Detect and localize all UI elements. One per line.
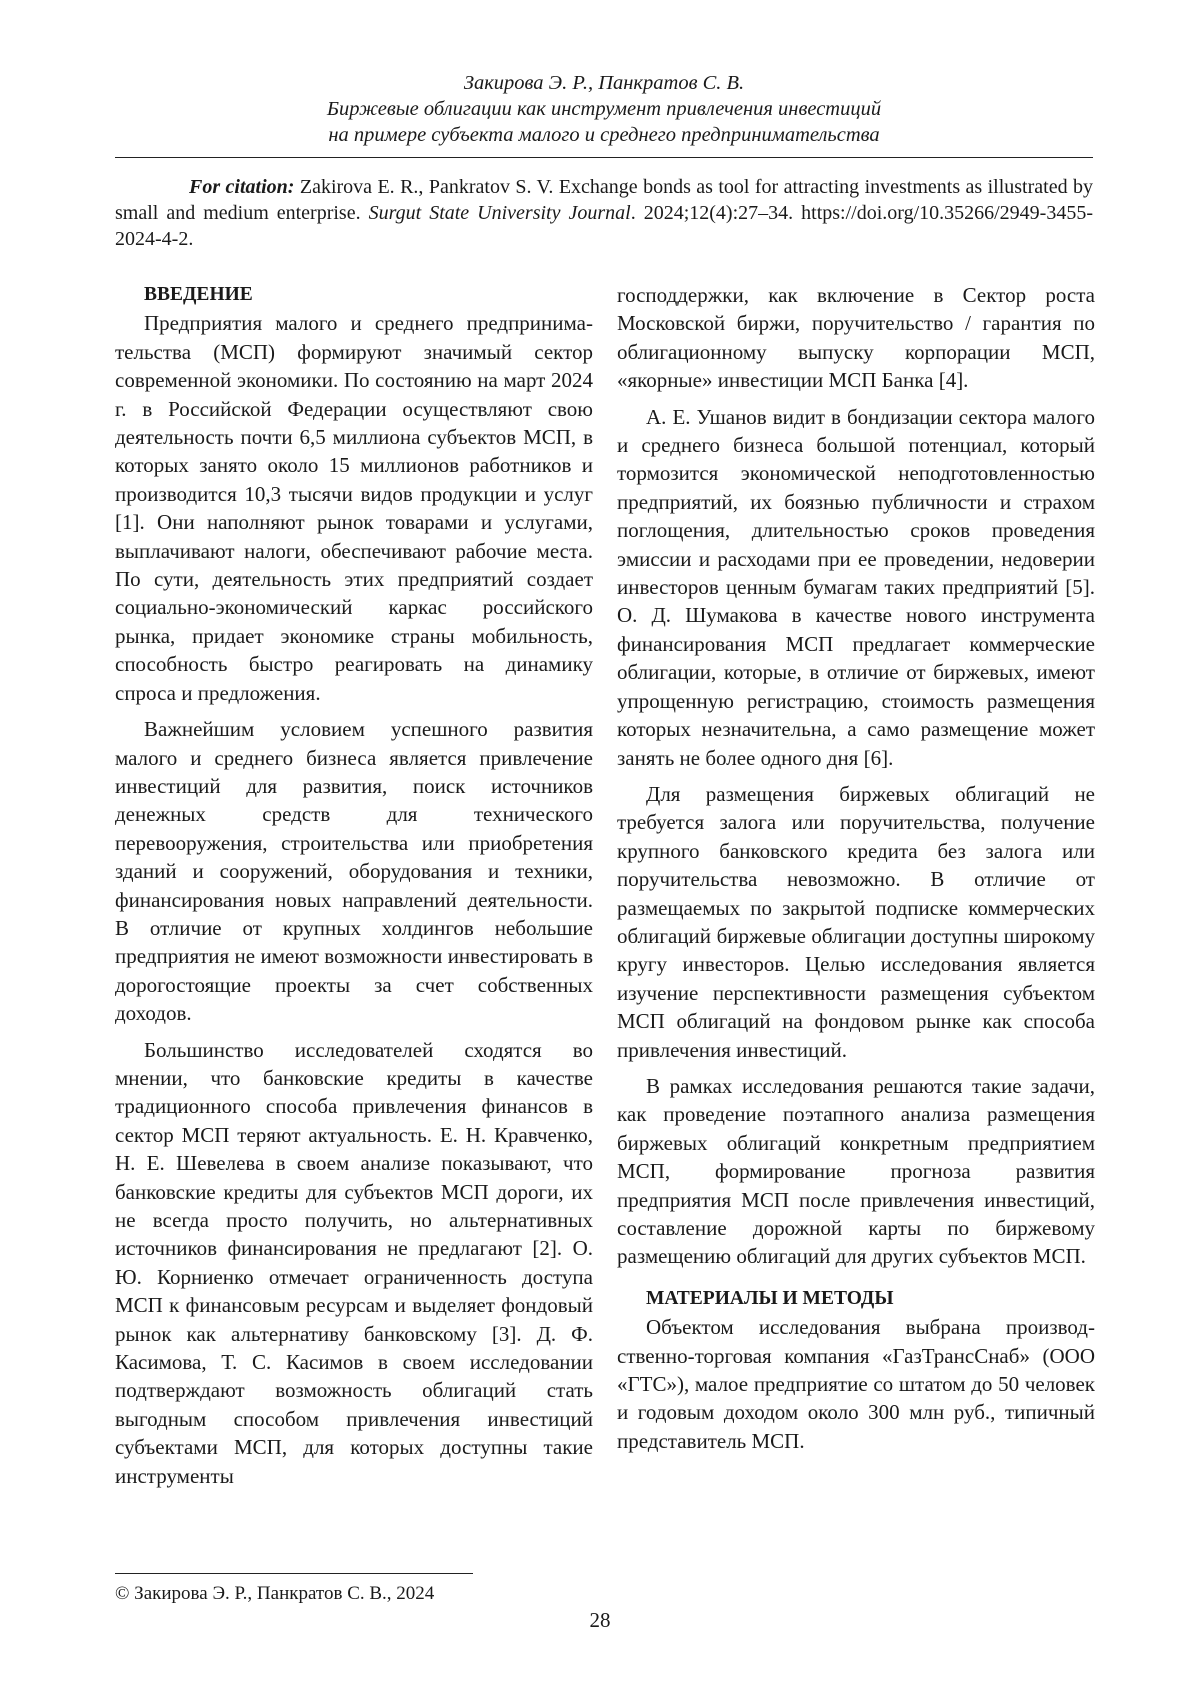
running-head-title-line1: Биржевые облигации как инструмент привлечения инвестиций: [326, 98, 882, 120]
header-rule: [115, 157, 1093, 158]
citation-label: For citation:: [189, 176, 295, 198]
citation-block: [115, 174, 1093, 252]
section-heading-intro: ВВЕДЕНИЕ: [144, 284, 253, 305]
paragraph-continuation: господдержки, как включение в Сектор роста Московской биржи, поручительство / гарантия по облигационному выпуску корпорации МСП, «якорные» инвестиции МСП Банка [4].: [617, 283, 1095, 393]
paragraph: Предприятия малого и среднего предпринимательства (МСП) формируют значимый сектор современной экономики. По состоянию на март 2024 г. в Российской Федерации осуществляют свою деятельность почти 6,5 миллиона субъектов МСП, в которых занято около 15 миллионов работников и производится 10,3 тысячи видов продукции и услуг [1]. Они наполняют рынок товарами и услугами, выплачивают налоги, обеспечивают рабочие места. По сути, деятельность этих предприятий создает социально-экономический каркас российского рынка, придает экономике страны мобильность, способность быстро реагировать на динамику спроса и предложения.: [115, 311, 593, 705]
paragraph: Важнейшим условием успешного развития малого и среднего бизнеса является привлечение инвестиций для развития, поиск источников денежных средств для технического перевооружения, строительства или приобретения зданий и сооружений, оборудования и техники, финансирования новых направлений деятельности. В отличие от крупных холдингов небольшие предприятия не имеют возможности инвестировать в дорогостоящие проекты за счет собственных доходов.: [115, 717, 593, 1026]
right-column: [617, 281, 1095, 1463]
paragraph: Объектом исследования выбрана производственно-торговая компания «ГазТрансСнаб» (ООО «ГТС»), малое предприятие со штатом до 50 человек и годовым доходом около 300 млн руб., типичный представитель МСП.: [617, 1315, 1095, 1453]
section-heading-methods: МАТЕРИАЛЫ И МЕТОДЫ: [646, 1287, 894, 1309]
paragraph: В рамках исследования решаются такие задачи, как проведение поэтапного анализа размещения биржевых облигаций конкретным предприятием МСП, формирование прогноза развития предприятия МСП после привлечения инвестиций, составление дорожной карты по биржевому размещению облигаций для других субъектов МСП.: [617, 1073, 1095, 1269]
citation-doi[interactable]: https://doi.org/10.35266/2949-3455-2024-4-2.: [115, 202, 1093, 250]
citation-details: . 2024;12(4):27–34.: [630, 202, 794, 224]
running-head-authors: Закирова Э. Р., Панкратов С. В.: [463, 72, 745, 94]
paragraph: Для размещения биржевых облигаций не требуется залога или поручительства, получение крупного банковского кредита без залога или поручительства невозможно. В отличие от размещаемых по закрытой подписке коммерческих облигаций биржевые облигации доступны широкому кругу инвесторов. Целью исследования является изучение перспективности размещения субъектом МСП облигаций на фондовом рынке как способа привлечения инвестиций.: [617, 781, 1095, 1062]
running-head: [115, 70, 1093, 148]
paragraph: А. Е. Ушанов видит в бондизации сектора малого и среднего бизнеса большой потенциал, который тормозится экономической неподготовленностью предприятий, их боязнью публичности и страхом поглощения, длительностью сроков проведения эмиссии и расходами при ее проведении, недоверии инвесторов ценным бумагам таких предприятий [5]. О. Д. Шумакова в качестве нового инструмента финансирования МСП предлагает коммерческие облигации, которые, в отличие от биржевых, имеют упрощенную регистрацию, стоимость размещения которых незначительна, а само размещение может занять не более одного дня [6].: [617, 404, 1095, 770]
footnote-rule: [115, 1573, 473, 1574]
left-column: [115, 281, 593, 1498]
copyright-notice: © Закирова Э. Р., Панкратов С. В., 2024: [115, 1583, 435, 1604]
citation-journal: Surgut State University Journal: [368, 202, 631, 224]
citation-text: Zakirova E. R., Pankratov S. V. Exchange bonds as tool for attracting investments as illustrated by small and medium enterprise.: [115, 176, 1093, 224]
running-head-title-line2: на примере субъекта малого и среднего предпринимательства: [328, 124, 880, 146]
paragraph: Большинство исследователей сходятся во мнении, что банковские кредиты в качестве традиционного способа привлечения финансов в сектор МСП теряют актуальность. Е. Н. Кравченко, Н. Е. Шевелева в своем анализе показывают, что банковские кредиты для субъектов МСП дороги, их не всегда просто получить, но альтернативных источников финансирования не предлагают [2]. О. Ю. Корниенко отмечает ограниченность доступа МСП к финансовым ресурсам и выделяет фондовый рынок как альтернативу банковскому [3]. Д. Ф. Касимова, Т. С. Касимов в своем исследовании подтверждают возможность облигаций стать выгодным способом привлечения инвестиций субъектами МСП, для которых доступны такие инструменты: [115, 1037, 593, 1488]
page-number: 28: [589, 1608, 611, 1632]
